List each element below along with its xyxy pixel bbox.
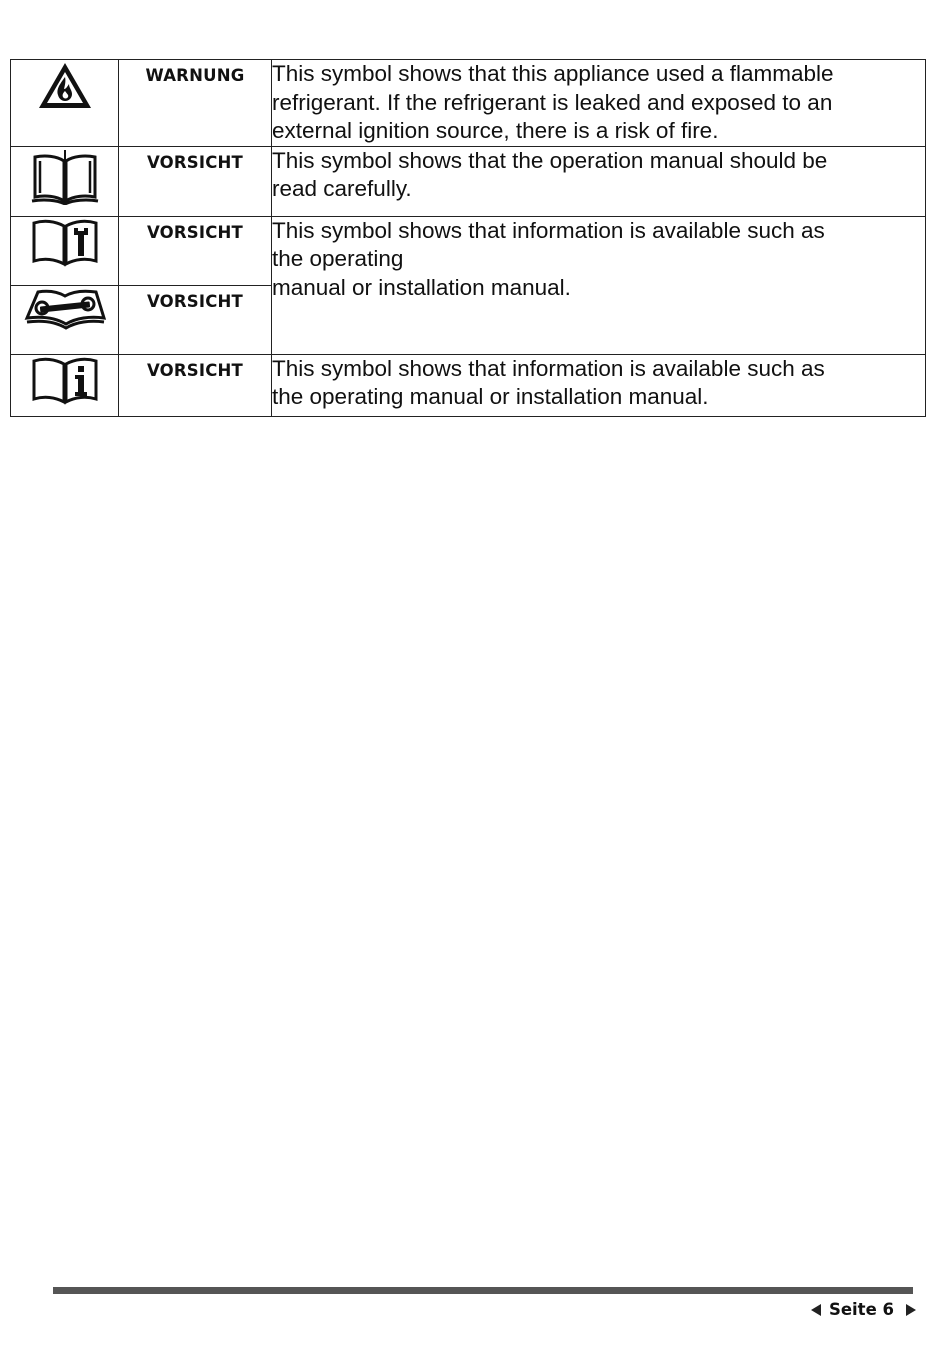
symbol-description (272, 216, 926, 354)
wrench-book-icon (11, 285, 119, 354)
signal-word-label: VORSICHT (146, 360, 243, 380)
description-line: read carefully. (272, 176, 412, 201)
description-line: the operating manual or installation manual. (272, 384, 709, 409)
symbol-description (272, 146, 926, 216)
signal-word-cell (119, 354, 272, 416)
description-line: refrigerant. If the refrigerant is leaked and exposed to an (272, 89, 833, 115)
symbol-row-service-manual (11, 216, 926, 285)
read-manual-icon (11, 146, 119, 216)
triangle-left-icon[interactable] (811, 1304, 821, 1316)
signal-word-cell (119, 60, 272, 147)
page-number-label: Seite 6 (828, 1300, 894, 1319)
description-line: manual or installation manual. (272, 274, 571, 300)
signal-word-cell (119, 285, 272, 354)
description-line: external ignition source, there is a risk of fire. (272, 118, 719, 143)
signal-word-label: VORSICHT (146, 291, 243, 311)
info-manual-icon (11, 354, 119, 416)
symbol-row-info-manual (11, 354, 926, 416)
signal-word-label: WARNUNG (145, 66, 245, 85)
footer-divider (53, 1287, 913, 1294)
symbol-row-warning (11, 60, 926, 147)
signal-word-cell (119, 216, 272, 285)
description-line: This symbol shows that this appliance used a flammable (272, 61, 834, 86)
triangle-right-icon[interactable] (906, 1304, 916, 1316)
flammable-warning-icon (11, 60, 119, 147)
description-line: This symbol shows that the operation manual should be (272, 147, 828, 173)
signal-word-label: VORSICHT (146, 152, 243, 172)
symbol-description (272, 60, 926, 147)
symbol-row-read-manual (11, 146, 926, 216)
description-line: the operating (272, 246, 404, 271)
signal-word-cell (119, 146, 272, 216)
symbol-table (10, 59, 926, 417)
signal-word-label: VORSICHT (146, 222, 243, 242)
symbol-description (272, 354, 926, 416)
description-line: This symbol shows that information is available such as (272, 355, 825, 381)
description-line: This symbol shows that information is available such as (272, 217, 825, 243)
service-manual-icon (11, 216, 119, 285)
page-navigation (811, 1300, 916, 1319)
